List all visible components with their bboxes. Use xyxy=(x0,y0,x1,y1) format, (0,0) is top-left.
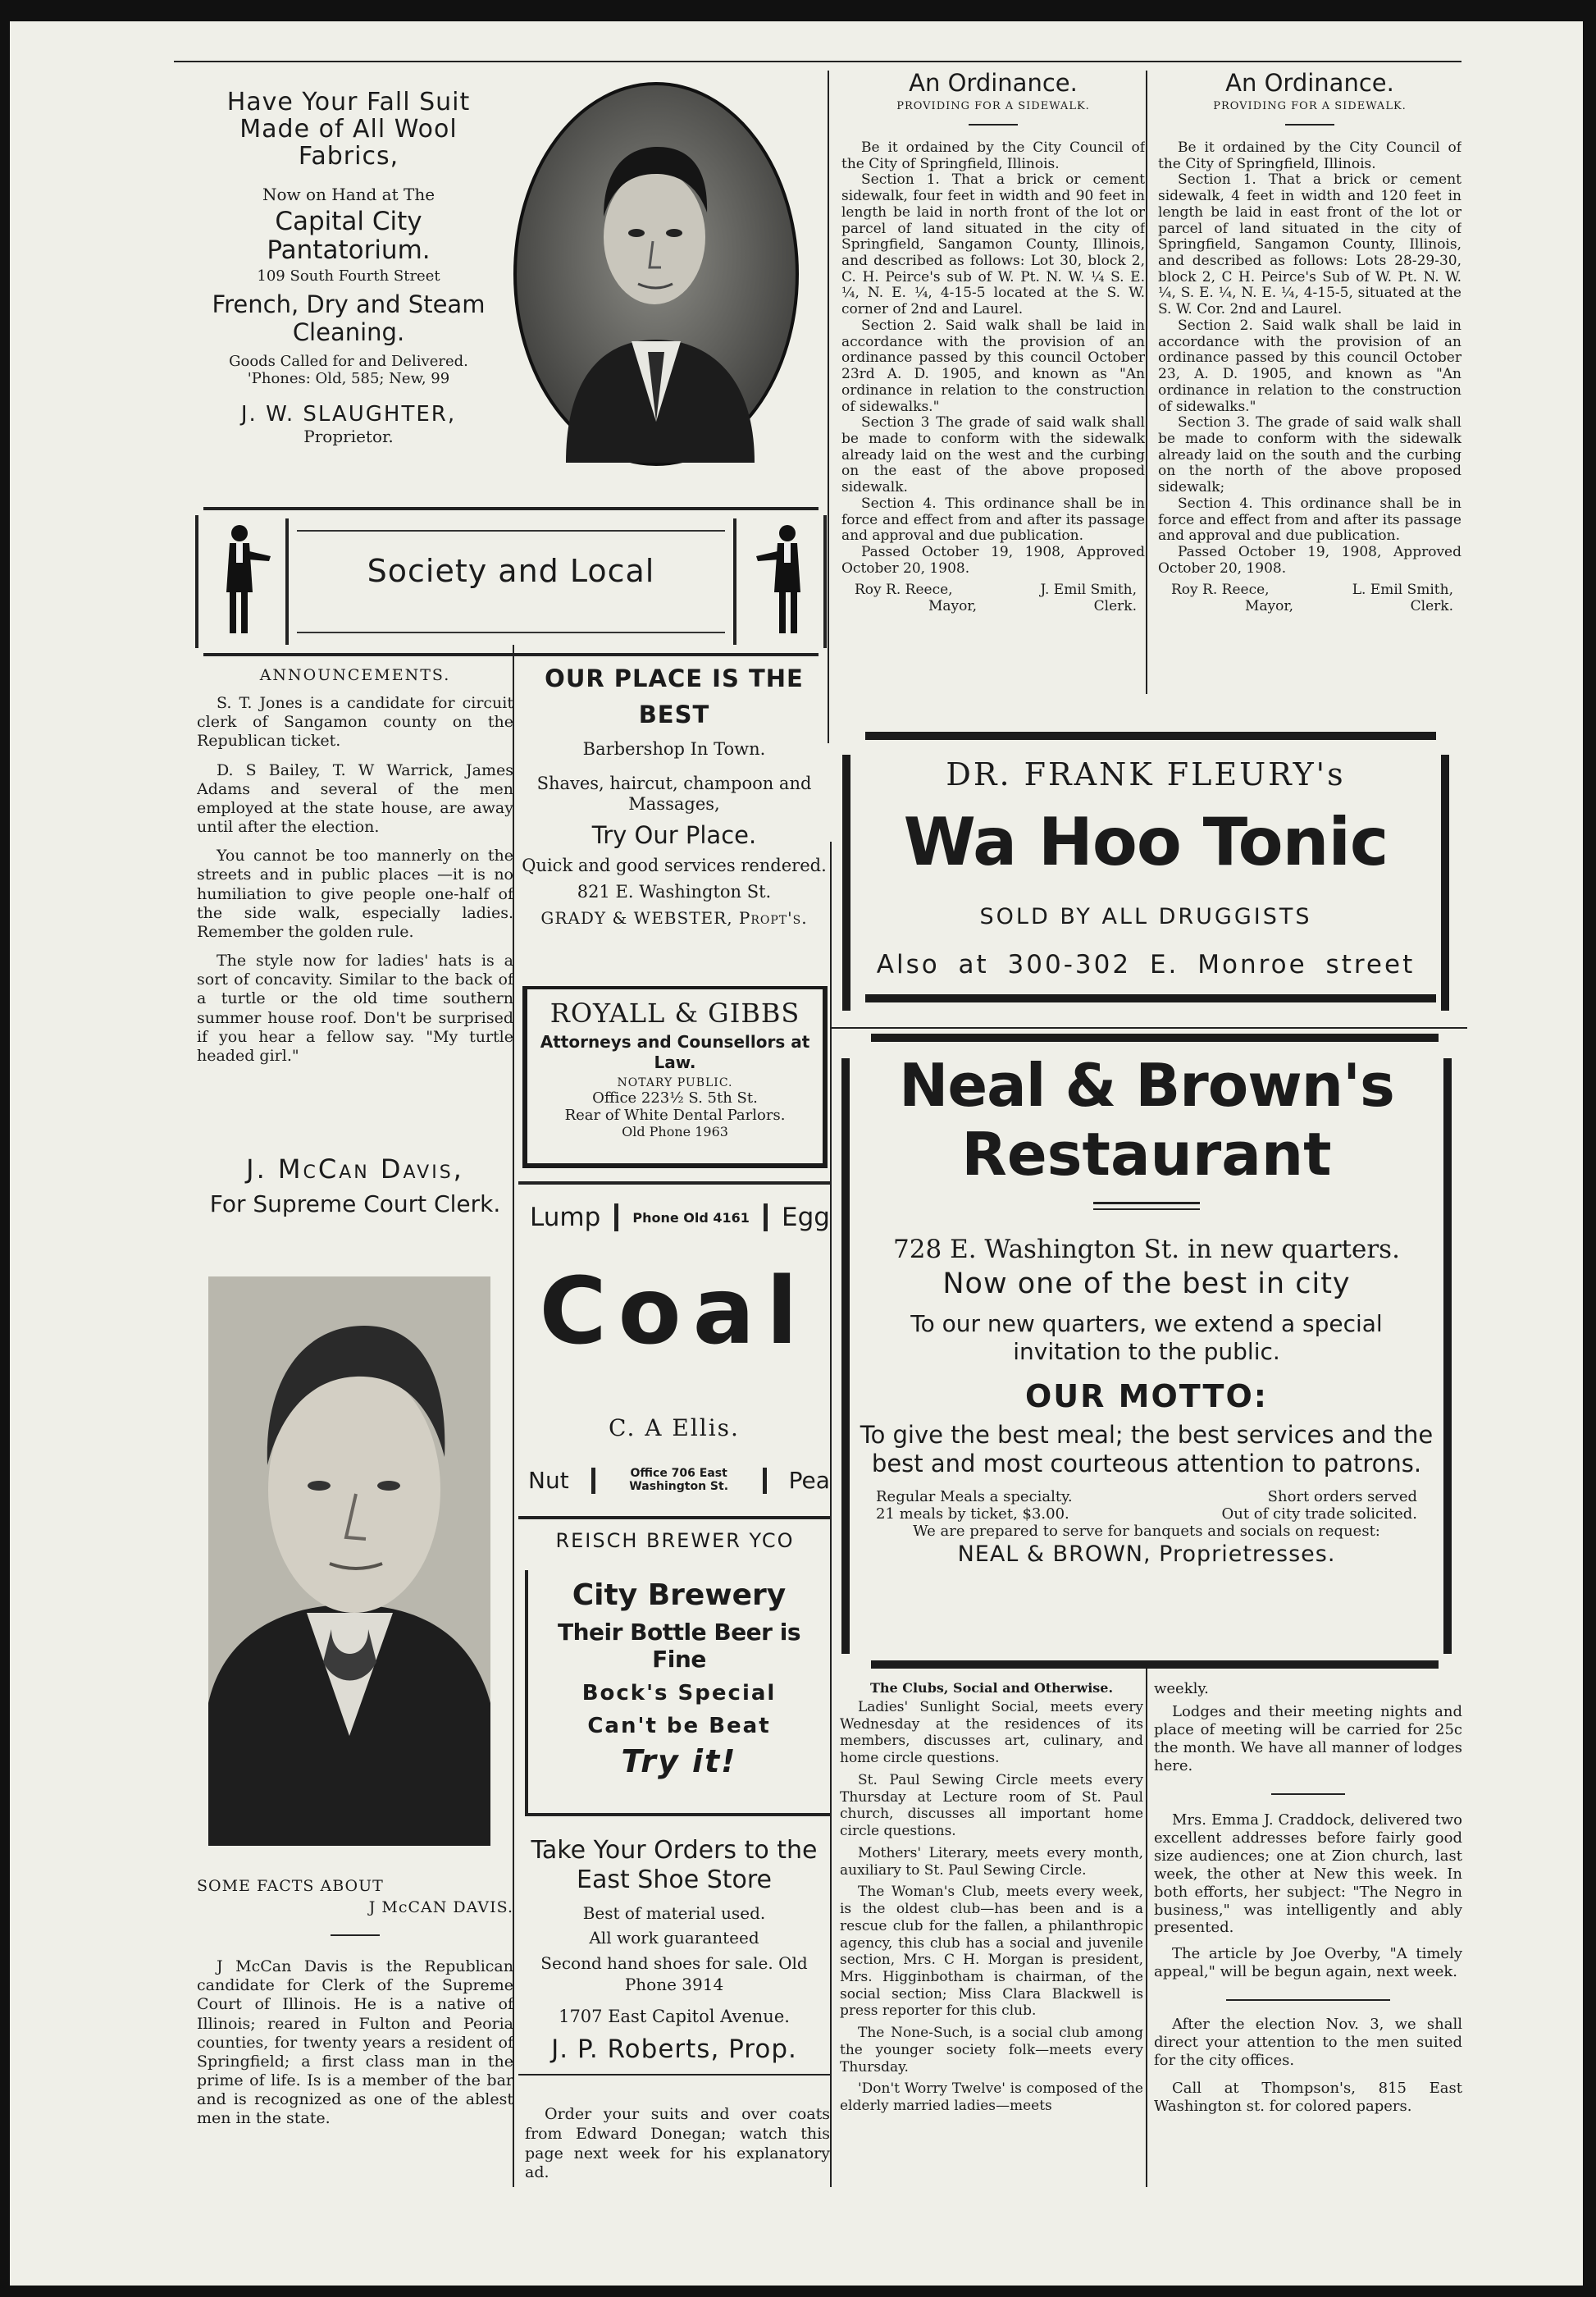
announcement-item: You cannot be too mannerly on the streets and in public places —it is no humiliation to give people one-half of the side walk, especially ladies. Remember the golden rule. xyxy=(197,847,513,941)
club-item: The None-Such, is a social club among the younger society folk—meets every Thursday. xyxy=(840,2025,1143,2076)
ordinance-1-mayor-name: Roy R. Reece, xyxy=(855,582,953,599)
coal-egg: Egg xyxy=(782,1203,830,1232)
ordinance-1-mayor-title: Mayor, xyxy=(928,598,978,615)
waiter-figure-left-icon xyxy=(215,518,272,642)
society-banner xyxy=(195,507,827,656)
royall-title: Attorneys and Counsellors at Law. xyxy=(540,1032,810,1072)
announcements xyxy=(197,666,513,1134)
coal-word: Coal xyxy=(539,1258,809,1365)
pantatorium-now-on-hand: Now on Hand at The xyxy=(262,185,435,204)
coal-phone: Phone Old 4161 xyxy=(632,1209,750,1226)
neal-restaurant: Restaurant xyxy=(961,1119,1332,1189)
ordinance-2-mayor-title: Mayor, xyxy=(1245,598,1294,615)
royall-notary: NOTARY PUBLIC. xyxy=(617,1076,733,1089)
shoe-store-ad xyxy=(518,1836,830,2098)
davis-portrait xyxy=(208,1276,490,1846)
fleury-name: DR. FRANK FLEURY's xyxy=(946,756,1346,792)
notes-column xyxy=(1154,1680,1462,2197)
brewery-bottle: Their Bottle Beer is Fine xyxy=(557,1619,800,1673)
column-rule-1 xyxy=(828,71,829,743)
announcement-item: D. S Bailey, T. W Warrick, James Adams and several of the men employed at the state house, are away until after the election. xyxy=(197,760,513,837)
coal-ad xyxy=(518,1176,830,1521)
barbershop-quick: Quick and good services rendered. xyxy=(522,856,827,876)
barbershop-address: 821 E. Washington St. xyxy=(577,881,772,902)
barbershop-try: Try Our Place. xyxy=(591,821,757,850)
ordinance-2-paragraph: Be it ordained by the City Council of the City of Springfield, Illinois. xyxy=(1158,139,1461,172)
fleury-neal-divider xyxy=(832,1027,1467,1029)
shoe-address: 1707 East Capitol Avenue. xyxy=(559,2007,790,2026)
club-item: Mothers' Literary, meets every month, auxiliary to St. Paul Sewing Circle. xyxy=(840,1844,1143,1879)
waiter-figure-right-icon xyxy=(753,518,810,642)
brewery-company: REISCH BREWER YCO xyxy=(555,1529,795,1552)
fleury-also: Also at 300-302 E. Monroe street xyxy=(876,950,1416,980)
royall-phone: Old Phone 1963 xyxy=(622,1124,728,1139)
lodges-notice: Lodges and their meeting nights and place of meeting will be carried for 25c the month. We have all manner of lodges here. xyxy=(1154,1702,1462,1774)
top-rule xyxy=(174,61,1461,62)
neal-invite: To our new quarters, we extend a special invitation to the public. xyxy=(910,1310,1383,1365)
ordinance-2-paragraph: Section 3. The grade of said walk shall be made to conform with the sidewalk already laid on the south and the curbing on the north of the above proposed sidewalk; xyxy=(1158,414,1461,496)
davis-facts-heading: SOME FACTS ABOUT xyxy=(197,1877,384,1895)
pantatorium-name: Capital City Pantatorium. xyxy=(267,207,431,265)
neal-brown-ad xyxy=(838,1034,1455,1670)
ordinance-2-mayor-name: Roy R. Reece, xyxy=(1171,582,1270,599)
club-item: Ladies' Sunlight Social, meets every Wednesday at the residences of its members, discusses art, culinary, and home circle questions. xyxy=(840,1699,1143,1767)
davis-facts-name: J McCAN DAVIS. xyxy=(368,1898,513,1916)
pantatorium-headline: Have Your Fall Suit Made of All Wool Fabrics, xyxy=(226,89,471,171)
ordinance-1 xyxy=(841,69,1145,701)
ordinance-1-title: An Ordinance. xyxy=(909,69,1078,97)
pantatorium-proprietor: J. W. SLAUGHTER, xyxy=(240,402,457,427)
brewery-cant: Can't be Beat xyxy=(587,1714,771,1738)
clubs-heading: The Clubs, Social and Otherwise. xyxy=(869,1680,1114,1696)
thompson-notice: Call at Thompson's, 815 East Washington st. for colored papers. xyxy=(1154,2080,1462,2116)
shoe-line: All work guaranteed xyxy=(589,1928,759,1948)
newspaper-page xyxy=(10,21,1583,2286)
coal-separator-icon xyxy=(763,1468,767,1494)
fleury-ad xyxy=(842,732,1449,1011)
club-item: 'Don't Worry Twelve' is composed of the elderly married ladies—meets xyxy=(840,2080,1143,2115)
slaughter-portrait xyxy=(508,77,804,471)
barbershop-headline: OUR PLACE IS THE BEST xyxy=(545,664,804,728)
ordinance-2-subtitle: PROVIDING FOR A SIDEWALK. xyxy=(1213,100,1407,112)
neal-best: Now one of the best in city xyxy=(942,1267,1351,1301)
royall-rear: Rear of White Dental Parlors. xyxy=(564,1107,786,1124)
barbershop-ad xyxy=(518,661,830,981)
column-rule-5 xyxy=(1146,1662,1147,2187)
neal-outcity: Out of city trade solicited. xyxy=(1221,1505,1417,1523)
coal-separator-icon xyxy=(591,1468,595,1494)
ordinance-2-title: An Ordinance. xyxy=(1225,69,1394,97)
royall-name: ROYALL & GIBBS xyxy=(549,998,800,1029)
davis-facts xyxy=(197,1877,513,2189)
shoe-prop: J. P. Roberts, Prop. xyxy=(551,2034,797,2064)
club-item: St. Paul Sewing Circle meets every Thursday at Lecture room of St. Paul church, discusses all important home circle questions. xyxy=(840,1771,1143,1840)
craddock-notice: Mrs. Emma J. Craddock, delivered two excellent addresses before fairly good size audiences; one at Zion church, last week, the other at New this week. In both efforts, her subject: "The Negro in business," was intelligently and ably presented. xyxy=(1154,1811,1462,1937)
neal-short: Short orders served xyxy=(1267,1487,1417,1505)
ordinance-2-clerk-title: Clerk. xyxy=(1410,598,1453,615)
neal-name: Neal & Brown's xyxy=(899,1051,1394,1120)
pantatorium-phones: 'Phones: Old, 585; New, 99 xyxy=(247,370,450,388)
column-rule-2 xyxy=(1146,71,1147,694)
club-item: The Woman's Club, meets every week, is the oldest club—has been and is a rescue club for the fallen, a philanthropic agency, this club has a social and juvenile section, Mrs. C H. Morgan is president, Mrs. Higginbotham is chairman, of the social section; Miss Clara Blackwell is press reporter for this club. xyxy=(840,1884,1143,2020)
davis-bio: J McCan Davis is the Republican candidate for Clerk of the Supreme Court of Illinois. He is a native of Illinois; reared in Fulton and Peoria counties, for twenty years a resident of Springfield; a first class man in the prime of life. Is is a member of the bar and is recognized as one of the ablest men in the state. xyxy=(197,1957,513,2128)
barbershop-props: GRADY & WEBSTER, Propt's. xyxy=(540,907,808,928)
fleury-sold: SOLD BY ALL DRUGGISTS xyxy=(979,904,1312,929)
davis-office: For Supreme Court Clerk. xyxy=(209,1190,501,1217)
brewery-try: Try it! xyxy=(621,1743,737,1779)
barbershop-sub: Barbershop In Town. xyxy=(582,739,766,759)
davis-heading xyxy=(197,1153,513,1265)
column-rule-4 xyxy=(830,842,832,2187)
election-notice: After the election Nov. 3, we shall direct your attention to the men suited for the city offices. xyxy=(1154,2016,1462,2070)
pantatorium-services: French, Dry and Steam Cleaning. xyxy=(212,290,486,346)
coal-nut: Nut xyxy=(528,1467,569,1494)
coal-pea: Pea xyxy=(788,1467,830,1494)
ordinance-2-paragraph: Section 4. This ordinance shall be in force and effect from and after its passage and approval and due publication. xyxy=(1158,495,1461,545)
shoe-line: Second hand shoes for sale. Old Phone 3914 xyxy=(540,1953,808,1994)
ordinance-2-paragraph: Passed October 19, 1908, Approved October 20, 1908. xyxy=(1158,543,1461,577)
barbershop-services: Shaves, haircut, champoon and Massages, xyxy=(536,774,812,815)
ordinance-1-paragraph: Section 4. This ordinance shall be in force and effect from and after its passage and approval and due publication. xyxy=(841,495,1145,545)
brewery-name: City Brewery xyxy=(572,1578,787,1612)
shoe-headline: Take Your Orders to the East Shoe Store xyxy=(531,1836,818,1894)
pantatorium-ad xyxy=(197,89,500,474)
coal-separator-icon xyxy=(614,1203,618,1231)
pantatorium-address: 109 South Fourth Street xyxy=(257,267,440,285)
ordinance-1-paragraph: Section 1. That a brick or cement sidewalk, four feet in width and 90 feet in length be laid in north front of the lot or parcel of land situated in the city of Springfield, Sangamon County, Illinois, and described as follows: Lot 30, block 2, C. H. Peirce's sub of W. Pt. N. W. ¼ S. E. ¼, N. E. ¼, 4-15-5 located at the S. W. corner of 2nd and Laurel. xyxy=(841,171,1145,318)
announcement-item: The style now for ladies' hats is a sort of concavity. Similar to the back of a turtle or the old time southern summer house roof. Don't be surprised if you hear a fellow say. "My turtle headed girl." xyxy=(197,952,513,1065)
neal-prepared: We are prepared to serve for banquets and socials on request: xyxy=(913,1522,1380,1540)
davis-name: J. McCan Davis, xyxy=(246,1153,464,1185)
pantatorium-delivery: Goods Called for and Delivered. xyxy=(229,353,468,371)
brewery-bock: Bock's Special xyxy=(581,1681,777,1706)
ordinance-2-paragraph: Section 2. Said walk shall be laid in accordance with the provision of an ordinance passed by this council October 23, A. D. 1905, and known as "An ordinance in relation to the construction of sidewalks." xyxy=(1158,317,1461,415)
ordinance-2-clerk-name: L. Emil Smith, xyxy=(1352,582,1453,599)
coal-dealer: C. A Ellis. xyxy=(609,1414,740,1441)
neal-props: NEAL & BROWN, Proprietresses. xyxy=(957,1541,1336,1567)
brewery-ad xyxy=(520,1529,830,1821)
announcements-heading: ANNOUNCEMENTS. xyxy=(259,666,451,684)
neal-address: 728 E. Washington St. in new quarters. xyxy=(893,1235,1400,1265)
ordinance-1-clerk-title: Clerk. xyxy=(1093,598,1137,615)
neal-regular: Regular Meals a specialty. xyxy=(876,1487,1073,1505)
neal-motto-heading: OUR MOTTO: xyxy=(1025,1378,1268,1415)
society-banner-title: Society and Local xyxy=(367,553,655,589)
ordinance-1-paragraph: Section 3 The grade of said walk shall be made to conform with the sidewalk already laid on the west and the curbing on the east of the above proposed sidewalk. xyxy=(841,414,1145,496)
lodges-weekly: weekly. xyxy=(1154,1680,1209,1697)
ordinance-1-paragraph: Passed October 19, 1908, Approved October 20, 1908. xyxy=(841,543,1145,577)
donegan-notice: Order your suits and over coats from Edward Donegan; watch this page next week for his explanatory ad. xyxy=(525,2105,830,2182)
ordinance-1-clerk-name: J. Emil Smith, xyxy=(1040,582,1137,599)
ordinance-1-paragraph: Be it ordained by the City Council of the City of Springfield, Illinois. xyxy=(841,139,1145,172)
royall-gibbs-ad xyxy=(522,986,828,1168)
pantatorium-proprietor-title: Proprietor. xyxy=(303,427,394,447)
coal-lump: Lump xyxy=(530,1203,601,1232)
neal-motto: To give the best meal; the best services and the best and most courteous attention to patrons. xyxy=(860,1421,1434,1478)
coal-separator-icon xyxy=(764,1203,768,1231)
ordinance-1-subtitle: PROVIDING FOR A SIDEWALK. xyxy=(896,100,1090,112)
ordinance-2-paragraph: Section 1. That a brick or cement sidewalk, 4 feet in width and 120 feet in length be laid in east front of the lot or parcel of land situated in the city of Springfield, Sangamon County, Illinois, and described as follows: Lots 28-29-30, block 2, C H. Peirce's Sub of W. Pt. N. W. ¼, S. E. ¼, N. E. ¼, 4-15-5, situated at the S. W. Cor. 2nd and Laurel. xyxy=(1158,171,1461,318)
ordinance-2 xyxy=(1158,69,1461,701)
neal-meals: 21 meals by ticket, $3.00. xyxy=(876,1505,1069,1523)
overby-notice: The article by Joe Overby, "A timely appeal," will be begun again, next week. xyxy=(1154,1945,1462,1981)
coal-office: Office 706 East Washington St. xyxy=(629,1467,729,1493)
ordinance-1-paragraph: Section 2. Said walk shall be laid in accordance with the provision of an ordinance passed by this council October 23rd A. D. 1905, and known as "An ordinance in relation to the construction of sidewalks." xyxy=(841,317,1145,415)
announcement-item: S. T. Jones is a candidate for circuit clerk of Sangamon county on the Republican ticket. xyxy=(197,694,513,751)
royall-office: Office 223½ S. 5th St. xyxy=(592,1089,758,1107)
shoe-line: Best of material used. xyxy=(582,1903,766,1923)
clubs-column xyxy=(840,1680,1143,2197)
fleury-product: Wa Hoo Tonic xyxy=(903,804,1389,880)
